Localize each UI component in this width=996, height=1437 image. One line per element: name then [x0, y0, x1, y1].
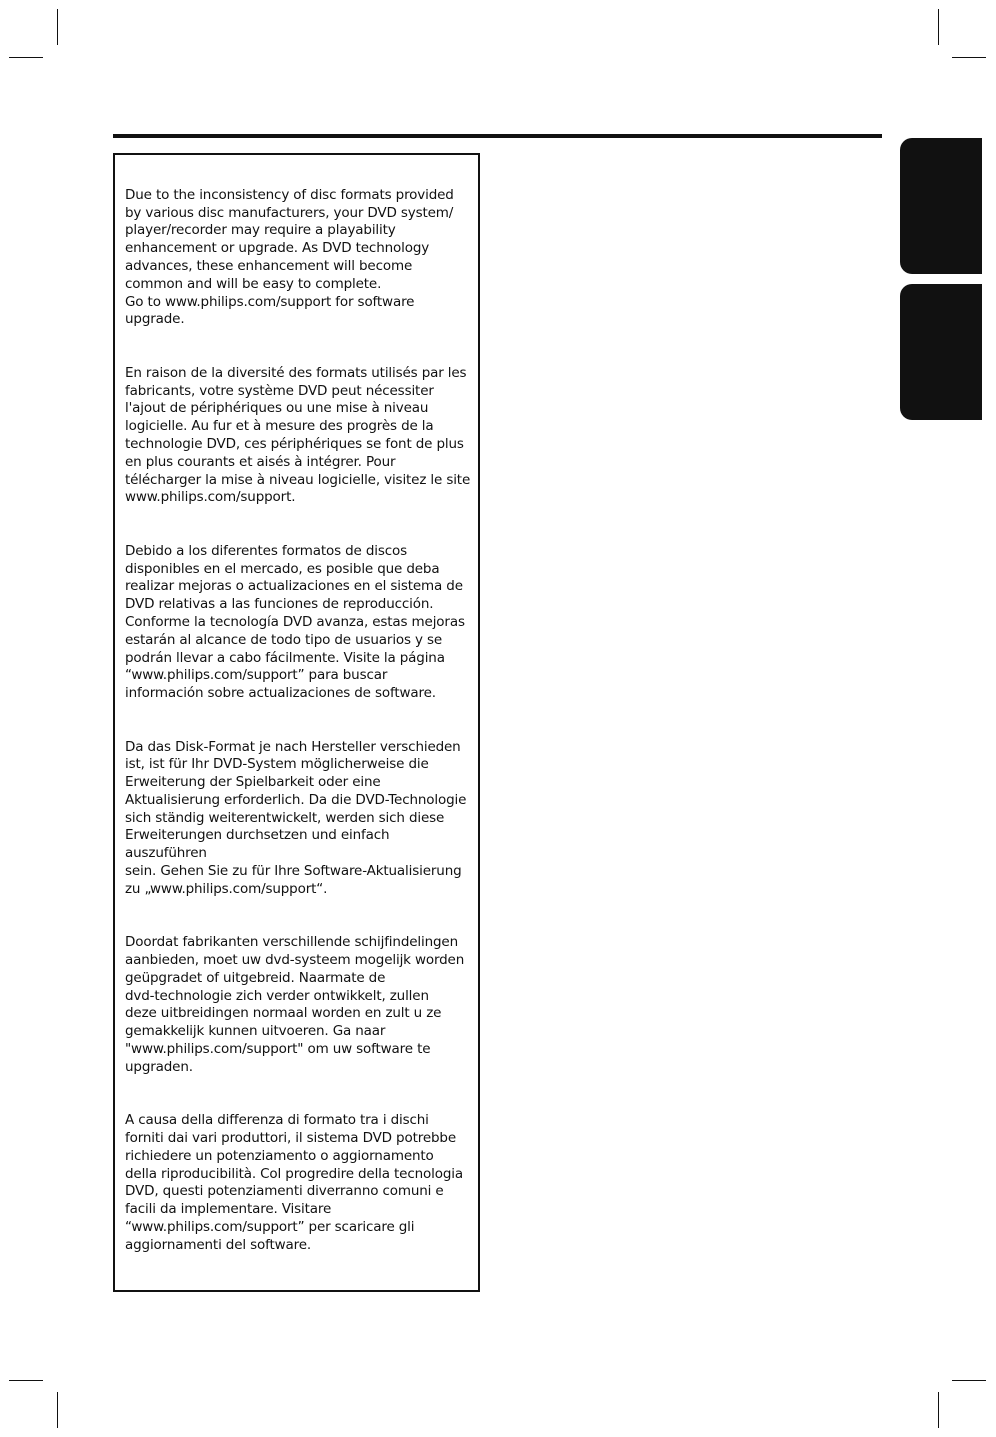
- notice-paragraph-spanish: Debido a los diferentes formatos de discos disponibles en el mercado, es posible que deba realizar mejoras o actualizaciones en el sistema de DVD relativas a las funciones de reproducción. Conforme la tecnología DVD avanza, estas mejoras estarán al alcance de todo tipo de usuarios y se podrán llevar a cabo fácilmente. Visite la página “www.philips.com/support” para buscar información sobre actualizaciones de software.: [125, 542, 465, 702]
- notice-paragraph-dutch: Doordat fabrikanten verschillende schijfindelingen aanbieden, moet uw dvd-systeem mogelijk worden geüpgradet of uitgebreid. Naarmate de dvd-technologie zich verder ontwikkelt, zullen deze uitbreidingen normaal worden en zult u ze gemakkelijk kunnen uitvoeren. Ga naar "www.philips.com/support" om uw software te upgraden.: [125, 934, 465, 1075]
- notice-paragraph-french: En raison de la diversité des formats utilisés par les fabricants, votre système DVD peut nécessiter l'ajout de périphériques ou une mise à niveau logicielle. Au fur et à mesure des progrès de la technologie DVD, ces périphériques se font de plus en plus courants et aisés à intégrer. Pour télécharger la mise à niveau logicielle, visitez le site www.philips.com/support.: [125, 364, 471, 506]
- notice-paragraph-german: Da das Disk-Format je nach Hersteller verschieden ist, ist für Ihr DVD-System möglicherweise die Erweiterung der Spielbarkeit oder eine Aktualisierung erforderlich. Da die DVD-Technologie sich ständig weiterentwickelt, werden sich diese Erweiterungen durchsetzen und einfach auszuführen sein. Gehen Sie zu für Ihre Software-Aktualisierung zu „www.philips.com/support“.: [125, 738, 467, 897]
- upgrade-notice-box: [113, 153, 480, 1292]
- notice-paragraph-italian: A causa della differenza di formato tra i dischi forniti dai vari produttori, il sistema DVD potrebbe richiedere un potenziamento o aggiornamento della riproducibilità. Col progredire della tecnologia DVD, questi potenziamenti diverranno comuni e facili da implementare. Visitare “www.philips.com/support” per scaricare gli aggiornamenti del software.: [125, 1112, 463, 1253]
- crop-mark-bottom-left: [9, 1380, 43, 1381]
- crop-mark-bottom-right: [952, 1380, 986, 1381]
- language-tab: [900, 138, 982, 274]
- notice-paragraph-english: Due to the inconsistency of disc formats provided by various disc manufacturers, your DVD system/ player/recorder may require a playability enhancement or upgrade. As DVD technology advances, these enhancement will become common and will be easy to complete. Go to www.philips.com/support for software upgrade.: [125, 186, 454, 328]
- crop-mark-top-right: [938, 9, 939, 45]
- crop-mark-bottom-left: [57, 1392, 58, 1428]
- language-tab: [900, 284, 982, 420]
- header-rule: [113, 134, 882, 138]
- crop-mark-top-left: [57, 9, 58, 45]
- crop-mark-bottom-right: [938, 1392, 939, 1428]
- notice-text: [125, 169, 475, 1290]
- crop-mark-top-left: [9, 57, 43, 58]
- crop-mark-top-right: [952, 57, 986, 58]
